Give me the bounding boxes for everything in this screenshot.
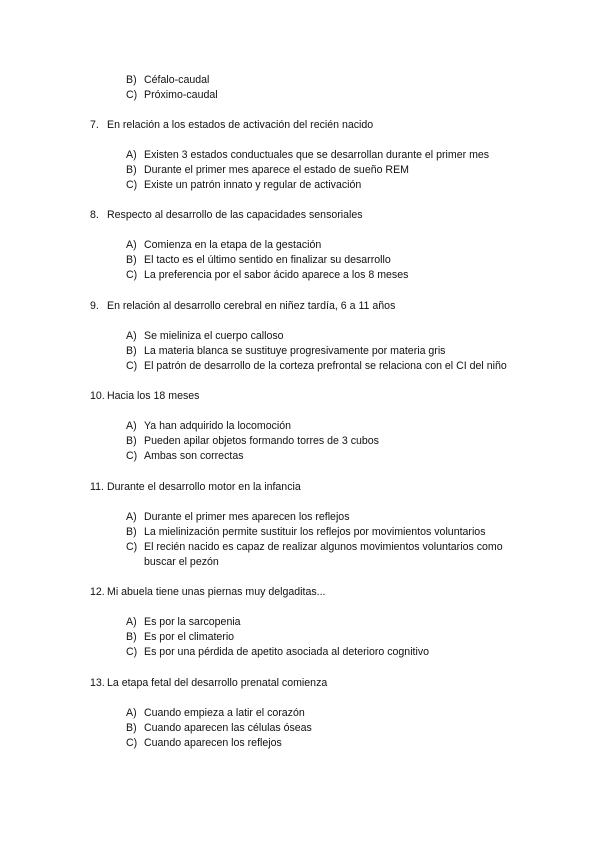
option-letter: A) bbox=[126, 420, 137, 432]
option-letter: C) bbox=[126, 450, 138, 462]
option-b bbox=[126, 344, 445, 358]
question-7 bbox=[90, 118, 373, 132]
option-text: Cuando empieza a latir el corazón bbox=[144, 707, 305, 719]
option-text: Comienza en la etapa de la gestación bbox=[144, 239, 322, 251]
question-12 bbox=[90, 585, 325, 599]
option-text: Es por una pérdida de apetito asociada al deterioro cognitivo bbox=[144, 646, 430, 658]
question-text: La etapa fetal del desarrollo prenatal comienza bbox=[107, 677, 328, 689]
question-number: 10. bbox=[90, 390, 105, 402]
question-text: En relación al desarrollo cerebral en niñez tardía, 6 a 11 años bbox=[107, 300, 396, 312]
option-text: Céfalo-caudal bbox=[144, 74, 210, 86]
option-text: Pueden apilar objetos formando torres de 3 cubos bbox=[144, 435, 379, 447]
option-letter: A) bbox=[126, 707, 137, 719]
option-text: Cuando aparecen las células óseas bbox=[144, 722, 312, 734]
option-text: Cuando aparecen los reflejos bbox=[144, 737, 282, 749]
option-letter: C) bbox=[126, 737, 138, 749]
option-b bbox=[126, 73, 209, 87]
option-a bbox=[126, 238, 321, 252]
option-text: Durante el primer mes aparece el estado de sueño REM bbox=[144, 164, 409, 176]
option-a bbox=[126, 148, 489, 162]
option-text: Es por la sarcopenia bbox=[144, 616, 241, 628]
option-text: El patrón de desarrollo de la corteza prefrontal se relaciona con el CI del niño bbox=[144, 360, 507, 372]
option-text-continuation: buscar el pezón bbox=[144, 556, 219, 568]
question-number: 12. bbox=[90, 586, 105, 598]
option-text: El tacto es el último sentido en finalizar su desarrollo bbox=[144, 254, 391, 266]
option-letter: C) bbox=[126, 89, 138, 101]
option-letter: B) bbox=[126, 164, 137, 176]
question-9 bbox=[90, 299, 395, 313]
question-text: Respecto al desarrollo de las capacidades sensoriales bbox=[107, 209, 363, 221]
option-a bbox=[126, 706, 305, 720]
option-a bbox=[126, 419, 291, 433]
option-letter: A) bbox=[126, 511, 137, 523]
option-text: La mielinización permite sustituir los reflejos por movimientos voluntarios bbox=[144, 526, 486, 538]
option-letter: C) bbox=[126, 269, 138, 281]
question-13 bbox=[90, 676, 327, 690]
option-letter: B) bbox=[126, 526, 137, 538]
option-text: La preferencia por el sabor ácido aparece a los 8 meses bbox=[144, 269, 409, 281]
question-11 bbox=[90, 480, 301, 494]
question-number: 7. bbox=[90, 119, 99, 131]
option-letter: B) bbox=[126, 722, 137, 734]
option-text: Próximo-caudal bbox=[144, 89, 218, 101]
option-text: Durante el primer mes aparecen los reflejos bbox=[144, 511, 350, 523]
option-letter: A) bbox=[126, 616, 137, 628]
option-c bbox=[126, 736, 282, 750]
option-text: La materia blanca se sustituye progresivamente por materia gris bbox=[144, 345, 446, 357]
option-b bbox=[126, 525, 486, 539]
option-letter: A) bbox=[126, 330, 137, 342]
option-a bbox=[126, 510, 350, 524]
option-letter: B) bbox=[126, 435, 137, 447]
option-a bbox=[126, 329, 284, 343]
question-number: 13. bbox=[90, 677, 105, 689]
question-number: 9. bbox=[90, 300, 99, 312]
option-letter: C) bbox=[126, 541, 138, 553]
option-letter: B) bbox=[126, 345, 137, 357]
option-b bbox=[126, 163, 409, 177]
option-text: Existe un patrón innato y regular de activación bbox=[144, 179, 362, 191]
option-text: Se mieliniza el cuerpo calloso bbox=[144, 330, 284, 342]
question-text: Durante el desarrollo motor en la infancia bbox=[107, 481, 301, 493]
option-text: Es por el climaterio bbox=[144, 631, 235, 643]
question-8 bbox=[90, 208, 363, 222]
option-c bbox=[126, 645, 429, 659]
option-letter: C) bbox=[126, 646, 138, 658]
option-b bbox=[126, 630, 234, 644]
option-b bbox=[126, 434, 379, 448]
option-text: Existen 3 estados conductuales que se desarrollan durante el primer mes bbox=[144, 149, 490, 161]
option-letter: B) bbox=[126, 74, 137, 86]
option-b bbox=[126, 253, 391, 267]
option-letter: A) bbox=[126, 239, 137, 251]
option-c bbox=[126, 88, 218, 102]
option-c bbox=[126, 268, 408, 282]
question-number: 11. bbox=[90, 481, 104, 493]
option-letter: B) bbox=[126, 254, 137, 266]
option-text: Ya han adquirido la locomoción bbox=[144, 420, 292, 432]
question-number: 8. bbox=[90, 209, 99, 221]
option-letter: A) bbox=[126, 149, 137, 161]
option-text: El recién nacido es capaz de realizar algunos movimientos voluntarios como bbox=[144, 541, 503, 553]
option-c bbox=[126, 540, 503, 554]
option-c bbox=[126, 359, 507, 373]
option-letter: C) bbox=[126, 360, 138, 372]
option-text: Ambas son correctas bbox=[144, 450, 244, 462]
question-text: Mi abuela tiene unas piernas muy delgaditas... bbox=[107, 586, 326, 598]
question-10 bbox=[90, 389, 199, 403]
option-letter: C) bbox=[126, 179, 138, 191]
option-c bbox=[126, 178, 361, 192]
option-c bbox=[126, 449, 244, 463]
question-text: En relación a los estados de activación del recién nacido bbox=[107, 119, 374, 131]
question-text: Hacia los 18 meses bbox=[107, 390, 200, 402]
option-b bbox=[126, 721, 312, 735]
option-letter: B) bbox=[126, 631, 137, 643]
option-a bbox=[126, 615, 241, 629]
